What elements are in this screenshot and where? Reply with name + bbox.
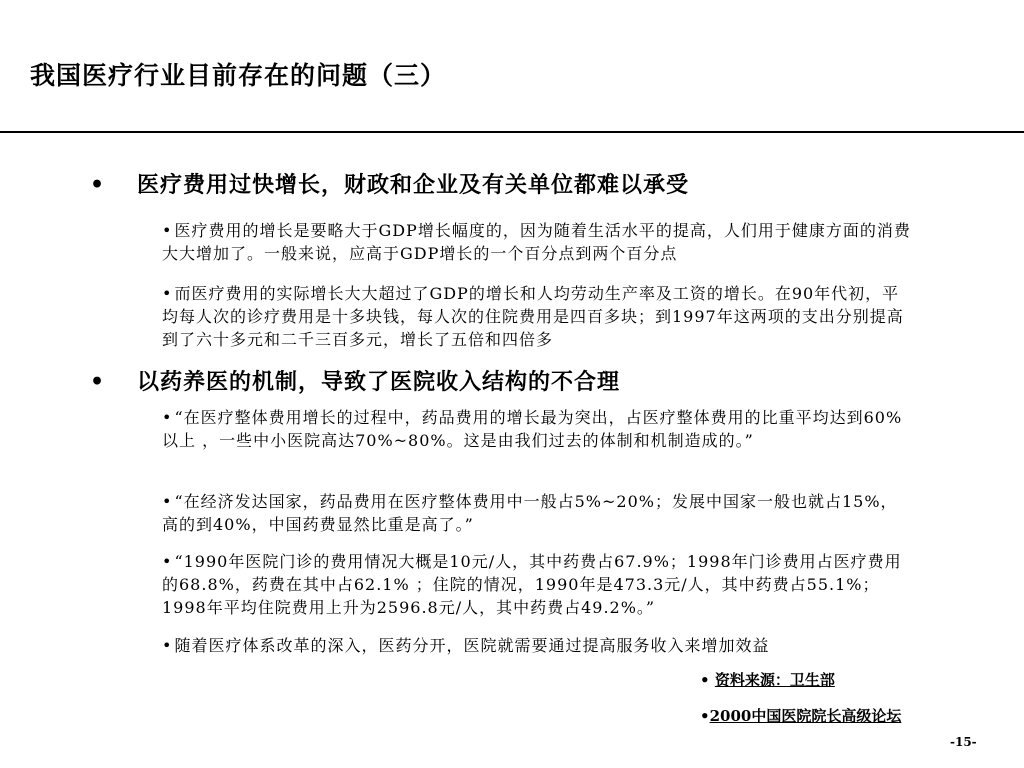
sub-bullet: •: [700, 707, 710, 725]
paragraph-text: 随着医疗体系改革的深入，医药分开，医院就需要通过提高服务收入来增加效益: [174, 636, 770, 655]
paragraph-text: “1990年医院门诊的费用情况大概是10元/人，其中药费占67.9%；1998年门诊费用占医疗费用的68.8%，药费在其中占62.1% ；住院的情况，1990年是473.3元/人，其中药费占55.1%；1998年平均住院费用上升为2596.8元/人，其中药费占49.2%。”: [162, 552, 902, 617]
paragraph-text: “在医疗整体费用增长的过程中，药品费用的增长最为突出，占医疗整体费用的比重平均达到60%以上 ，一些中小医院高达70%~80%。这是由我们过去的体制和机制造成的。”: [162, 408, 903, 450]
source-ministry-link[interactable]: 资料来源：卫生部: [714, 671, 835, 689]
source-line-1: [700, 669, 835, 690]
title-divider: [0, 131, 1024, 133]
slide-title: 我国医疗行业目前存在的问题（三）: [30, 61, 447, 90]
sub-bullet: •: [162, 408, 173, 427]
section-1-paragraph-1: [162, 219, 912, 265]
section-1-paragraph-2: [162, 282, 912, 351]
sub-bullet: •: [162, 552, 173, 571]
page-number: -15-: [950, 735, 977, 749]
paragraph-text: 医疗费用的增长是要略大于GDP增长幅度的，因为随着生活水平的提高，人们用于健康方面的消费大大增加了。一般来说，应高于GDP增长的一个百分点到两个百分点: [162, 221, 911, 263]
section-2-paragraph-1: [162, 406, 912, 452]
source-line-2: [700, 705, 901, 726]
paragraph-text: 而医疗费用的实际增长大大超过了GDP的增长和人均劳动生产率及工资的增长。在90年代初，平均每人次的诊疗费用是十多块钱，每人次的住院费用是四百多块；到1997年这两项的支出分别提高到了六十多元和二千三百多元，增长了五倍和四倍多: [162, 284, 904, 349]
section-2-paragraph-2: [162, 490, 912, 536]
section-2-paragraph-4: [162, 634, 912, 657]
paragraph-text: “在经济发达国家，药品费用在医疗整体费用中一般占5%~20%；发展中国家一般也就占15%，高的到40%，中国药费显然比重是高了。”: [162, 492, 898, 534]
sub-bullet: •: [162, 284, 173, 303]
sub-bullet: •: [162, 636, 173, 655]
section-2-heading: 以药养医的机制，导致了医院收入结构的不合理: [137, 369, 621, 395]
sub-bullet: •: [162, 492, 173, 511]
sub-bullet: •: [162, 221, 173, 240]
section-1-heading: 医疗费用过快增长，财政和企业及有关单位都难以承受: [137, 172, 690, 198]
section-1-bullet: •: [90, 172, 105, 198]
section-2-bullet: •: [90, 369, 105, 395]
section-2-paragraph-3: [162, 550, 912, 619]
source-forum-link[interactable]: 2000中国医院院长高级论坛: [709, 707, 902, 725]
sub-bullet: •: [700, 671, 710, 689]
